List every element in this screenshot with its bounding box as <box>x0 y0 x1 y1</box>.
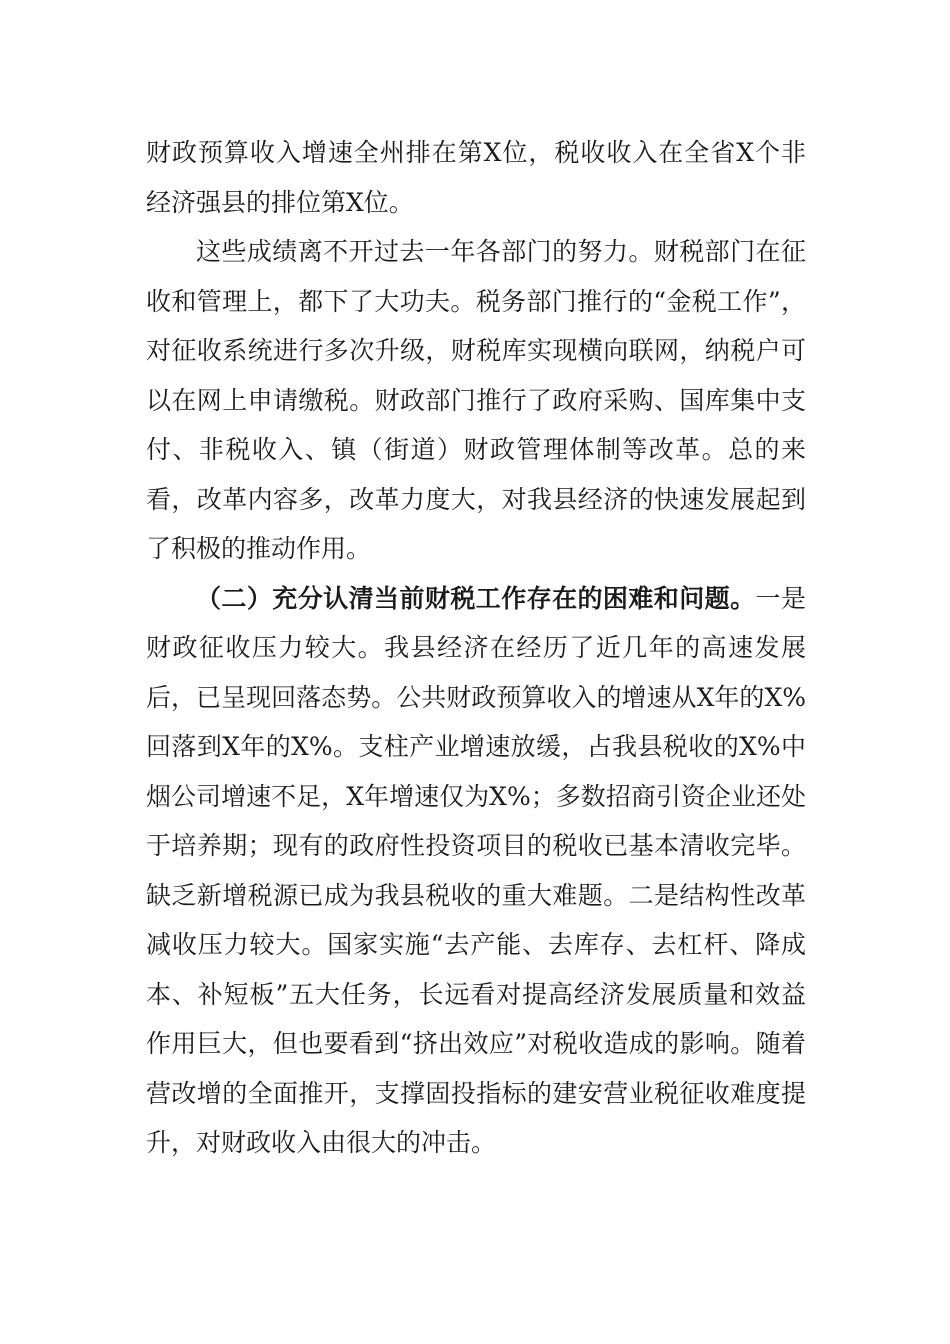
paragraph-text: 财政预算收入增速全州排在第X位，税收收入在全省X个非经济强县的排位第X位。 <box>146 138 806 217</box>
paragraph-text: 一是财政征收压力较大。我县经济在经历了近几年的高速发展后，已呈现回落态势。公共财政预算收入的增速从X年的X%回落到X年的X%。支柱产业增速放缓，占我县税收的X%中烟公司增速不足，X年增速仅为X%；多数招商引资企业还处于培养期；现有的政府性投资项目的税收已基本清收完毕。缺乏新增税源已成为我县税收的重大难题。二是结构性改革减收压力较大。国家实施“去产能、去库存、去杠杆、降成本、补短板”五大任务，长远看对提高经济发展质量和效益作用巨大，但也要看到“挤出效应”对税收造成的影响。随着营改增的全面推开，支撑固投指标的建安营业税征收难度提升，对财政收入由很大的冲击。 <box>146 583 806 1157</box>
paragraph-difficulties <box>146 574 806 1168</box>
paragraph-text: 这些成绩离不开过去一年各部门的努力。财税部门在征收和管理上，都下了大功夫。税务部门推行的“金税工作”，对征收系统进行多次升级，财税库实现横向联网，纳税户可以在网上申请缴税。财政部门推行了政府采购、国库集中支付、非税收入、镇（街道）财政管理体制等改革。总的来看，改革内容多，改革力度大，对我县经济的快速发展起到了积极的推动作用。 <box>146 237 806 563</box>
document-body <box>146 128 806 1168</box>
section-heading: （二）充分认清当前财税工作存在的困难和问题。 <box>196 583 756 613</box>
paragraph-continuation <box>146 128 806 227</box>
paragraph-achievements <box>146 227 806 574</box>
